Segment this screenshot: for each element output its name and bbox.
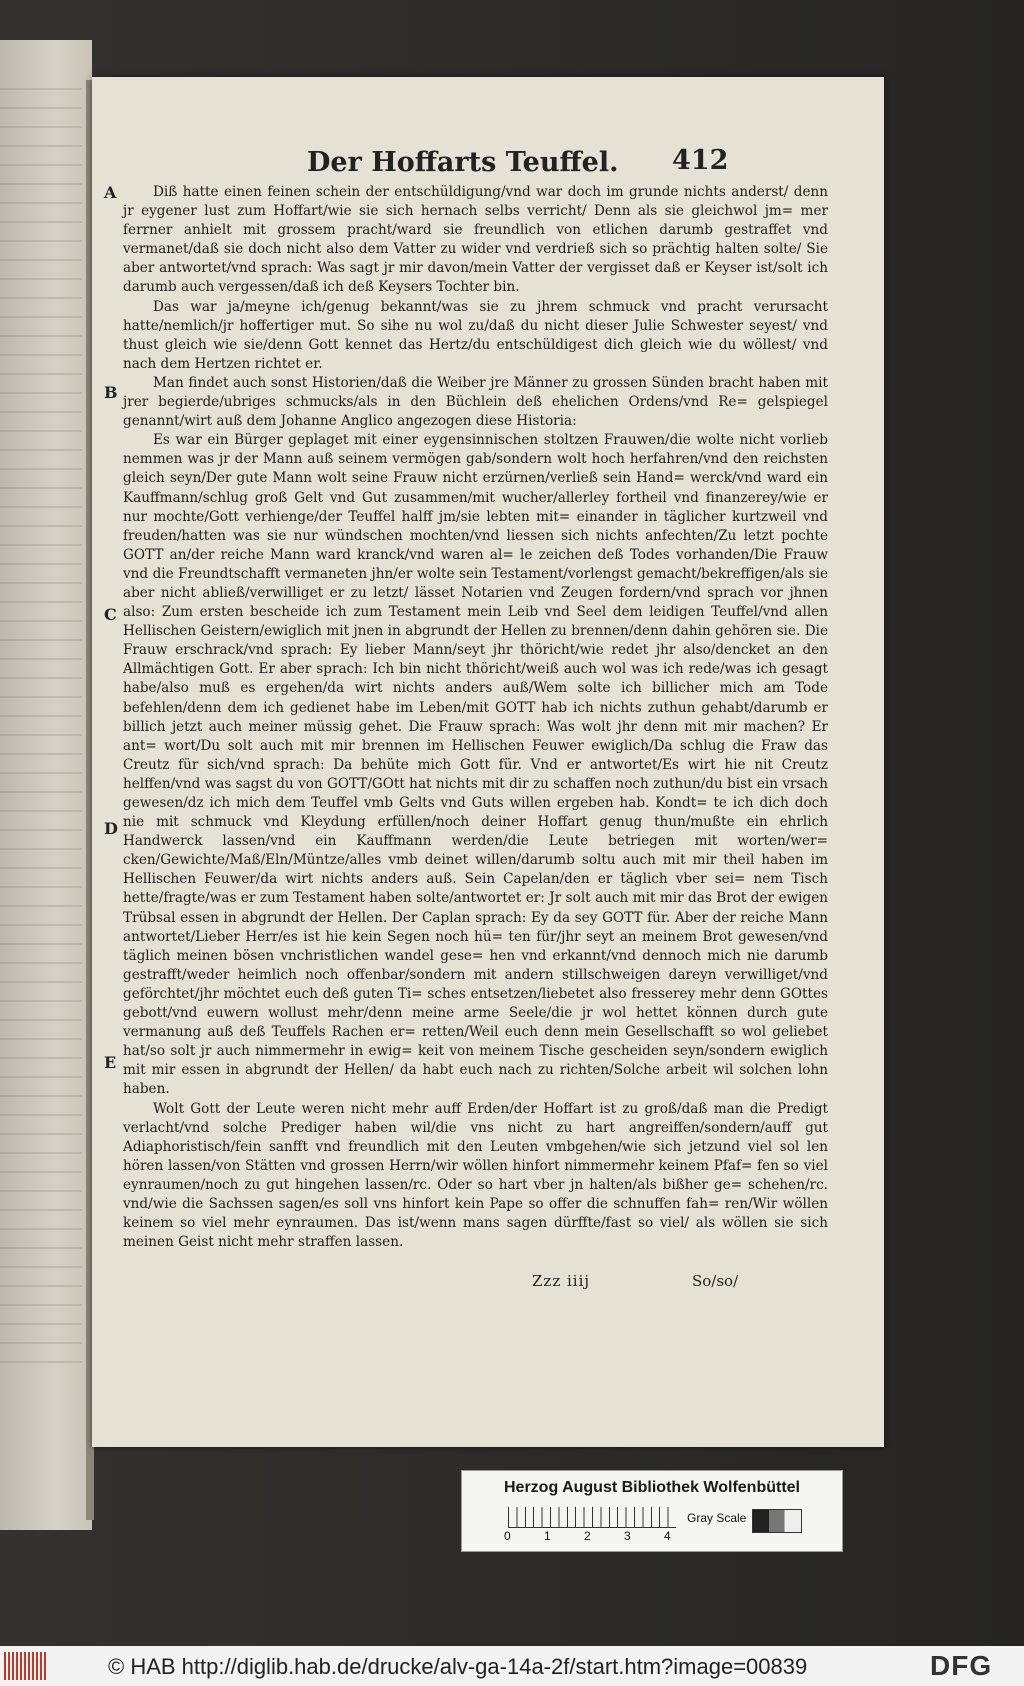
paragraph: Wolt Gott der Leute weren nicht mehr auff Erden/der Hoffart ist zu groß/daß man die Predigt verlacht/vnd solche Prediger haben wil/die vns nicht zu hart angreiffen/sondern/auff gut Adiaphoristisch/fein sanfft vnd freundlich mit den Leuten vmbgehen/wie sich jetzund viel sol len hören lassen/von Stätten vnd grossen Herrn/wir wöllen hinfort nimmermehr keinem Pfaf= fen so viel eynraumen/noch zu gut hingehen lassen/rc. Oder so hart vber jn halten/als bißher ge= schehen/rc. vnd/wie die Sachssen sagen/es soll vns hinfort kein Pape so offer die schnuffen fah= ren/Wir wöllen keinem so viel mehr eynraumen. Das ist/wenn mans sagen dürffte/fast so viel/ als wöllen sie sich meinen Geist nicht mehr straffen lassen. — [123, 1100, 828, 1251]
paragraph: Diß hatte einen feinen schein der entschüldigung/vnd war doch im grunde nichts anderst/ denn jr eygener lust zum Hoffart/wie sie sich hernach selbs verricht/ Denn als sie gleichwol jm= mer ferrner anhielt mit grossem pracht/ward sie freundlich von etlichen darumb gestraffet vnd vermanet/daß sie doch nicht also dem Vatter zu wider vnd verdrieß sich so prächtig halten solte/ Sie aber antwortet/vnd sprach: Was sagt jr mir davon/mein Vatter der vergisset daß er Keyser ist/solt ich darumb auch vergessen/daß ich deß Keysers Tochter bin. — [123, 184, 828, 296]
gray-scale-label: Gray Scale — [687, 1511, 747, 1525]
running-head: Der Hoffarts Teuffel. — [307, 147, 619, 178]
ruler-number: 1 — [544, 1529, 551, 1543]
barcode-icon — [4, 1652, 46, 1680]
signature-mark: Zzz iiij — [532, 1272, 591, 1290]
ruler-number: 3 — [624, 1529, 631, 1543]
facing-page-edge — [0, 40, 92, 1530]
ruler-numbers — [504, 1529, 694, 1545]
institution-name: Herzog August Bibliothek Wolfenbüttel — [504, 1479, 800, 1496]
margin-letter-a: A — [104, 183, 117, 202]
dfg-logo: DFG — [930, 1650, 993, 1681]
page-body — [123, 183, 828, 1252]
color-calibration-card — [461, 1470, 843, 1552]
ruler-number: 4 — [664, 1529, 671, 1543]
footer-credit-link[interactable]: © HAB http://diglib.hab.de/drucke/alv-ga-14a-2f/start.htm?image=00839 — [108, 1654, 808, 1679]
margin-letter-c: C — [104, 605, 117, 624]
page-number: 412 — [672, 145, 729, 176]
margin-letter-d: D — [104, 819, 118, 838]
paragraph: Es war ein Bürger geplaget mit einer eygensinnischen stoltzen Frauwen/die wolte nicht vorlieb nemmen was jr der Mann auß seinem vermögen gab/sondern wolt hoch herfahren/vnd den reichsten gleich seyn/Der gute Mann wolt seine Frauw nicht erzürnen/verließ sein Hand= werck/vnd ward ein Kauffmann/schlug groß Gelt vnd Gut zusammen/mit wucher/allerley fortheil vnd finanzerey/wie er nur mochte/Gott verhienge/der Teuffel halff jm/sie lebten mit= einander in täglicher kurtzweil vnd freuden/hatten was sie nur wündschen mochten/vnd liessen sich nichts anfechten/Zu letzt pochte GOTT an/der reiche Mann ward kranck/vnd waren al= le zeichen deß Todes vorhanden/Die Frauw vnd die Freundtschafft vermaneten jhn/er wolte sein Testament/vorlengst gemacht/bekreffigen/als sie aber nicht abließ/verwilliget er zu letzt/ lässet Notarien vnd Zeugen fordern/vnd sprach vor jhnen also: Zum ersten bescheide ich zum Testament mein Leib vnd Seel dem leidigen Teuffel/vnd allen Hellischen Geistern/ewiglich mit jnen in abgrundt der Hellen zu brennen/denn dahin gehören sie. Die Frauw erschrack/vnd sprach: Ey lieber Mann/seyt jhr thöricht/wie redet jhr also/dencket an den Allmächtigen Gott. Er aber sprach: Ich bin nicht thöricht/weiß auch wol was ich rede/was ich gesagt habe/also muß es ergehen/da wirt nichts anders auß/Wem solte ich billicher mich am Tode befehlen/denn dem ich gedienet habe im Leben/mit GOTT hab ich nichts zuthun gehabt/darumb er billich jetzt auch meiner müssig gehet. Die Frauw sprach: Was wolt jhr denn mit mir machen? Er ant= wort/Du solt auch mit mir brennen im Hellischen Feuwer ewiglich/Da schlug die Fraw das Creutz für sich/vnd sprach: Da behüte mich Gott für. Vnd er antwortet/Es wirt hie nit Creutz helffen/vnd was sagst du von GOTT/GOtt hat nichts mit dir zu schaffen noch zuthun/du bist ein vrsach gewesen/dz ich mich dem Teuffel vmb Gelts vnd Guts willen ergeben hab. Kondt= te ich dich doch nie mit schmuck vnd Kleydung erfüllen/noch deiner Hoffart genug thun/mußte ein ehrlich Handwerck lassen/vnd ein Kauffmann werden/die Leute betriegen mit worten/wer= cken/Gewichte/Maß/Eln/Müntze/alles vmb deinet willen/darumb soltu auch mit mir theil haben im Hellischen Feuwer/da wirt nichts anders auß. Sein Capelan/den er täglich vber sei= nem Tisch hette/fragte/was er zum Testament haben solte/antwortet er: Jr solt auch mit mir das Brot der ewigen Trübsal essen in abgrundt der Hellen. Der Caplan sprach: Ey da sey GOTT für. Aber der reiche Mann antwortet/Lieber Herr/es ist hie kein Segen noch hü= ten für/jhr seyt an meinem Brot gewesen/vnd täglich meinen bösen vnchristlichen wandel gese= hen vnd erkannt/vnd dennoch mich nie darumb gestrafft/weder heimlich noch offenbar/sondern mit andern stillschweigen dareyn verwilliget/vnd geförchtet/jhr möchtet euch deß guten Ti= sches entsetzen/liebetet also fresserey mehr denn GOttes gebott/vnd euwern wollust mehr/denn meine arme Seele/die jr wol hettet können durch gute vermanung auß deß Teuffels Rachen er= retten/Weil euch denn mein Gesellschafft so wol geliebet hat/so solt jr auch nimmermehr in ewig= keit von meinem Tische gescheiden seyn/sondern ewiglich mit mir essen in abgrundt der Hellen/ da habt euch nach zu richten/Solche arbeit wil solchen lohn haben. — [123, 432, 828, 1098]
book-page — [92, 77, 884, 1447]
margin-letter-e: E — [104, 1053, 117, 1072]
catchword: So/so/ — [692, 1272, 739, 1290]
gray-scale-swatch — [752, 1509, 802, 1533]
ruler-number: 2 — [584, 1529, 591, 1543]
paragraph: Man findet auch sonst Historien/daß die Weiber jre Männer zu grossen Sünden bracht haben mit jrer begierde/ubriges schmucks/als in den Büchlein deß ehelichen Ordens/vnd Re= gelspiegel genannt/wirt auß dem Johanne Anglico angezogen diese Historia: — [123, 374, 828, 430]
margin-letter-b: B — [104, 383, 118, 402]
ruler-scale — [508, 1507, 676, 1528]
facing-page-text-lines — [0, 88, 82, 1368]
paragraph: Das war ja/meyne ich/genug bekannt/was sie zu jhrem schmuck vnd pracht verursacht hatte/nemlich/jr hoffertiger mut. So sihe nu wol zu/daß du nicht dieser Julie Schwester seyest/ vnd thust gleich wie sie/denn Gott kennet das Hertz/du entschüldigest dich gleich wie du wöllest/ vnd nach dem Hertzen richtet er. — [123, 298, 828, 372]
ruler-number: 0 — [504, 1529, 511, 1543]
footer-bar — [0, 1646, 1024, 1686]
